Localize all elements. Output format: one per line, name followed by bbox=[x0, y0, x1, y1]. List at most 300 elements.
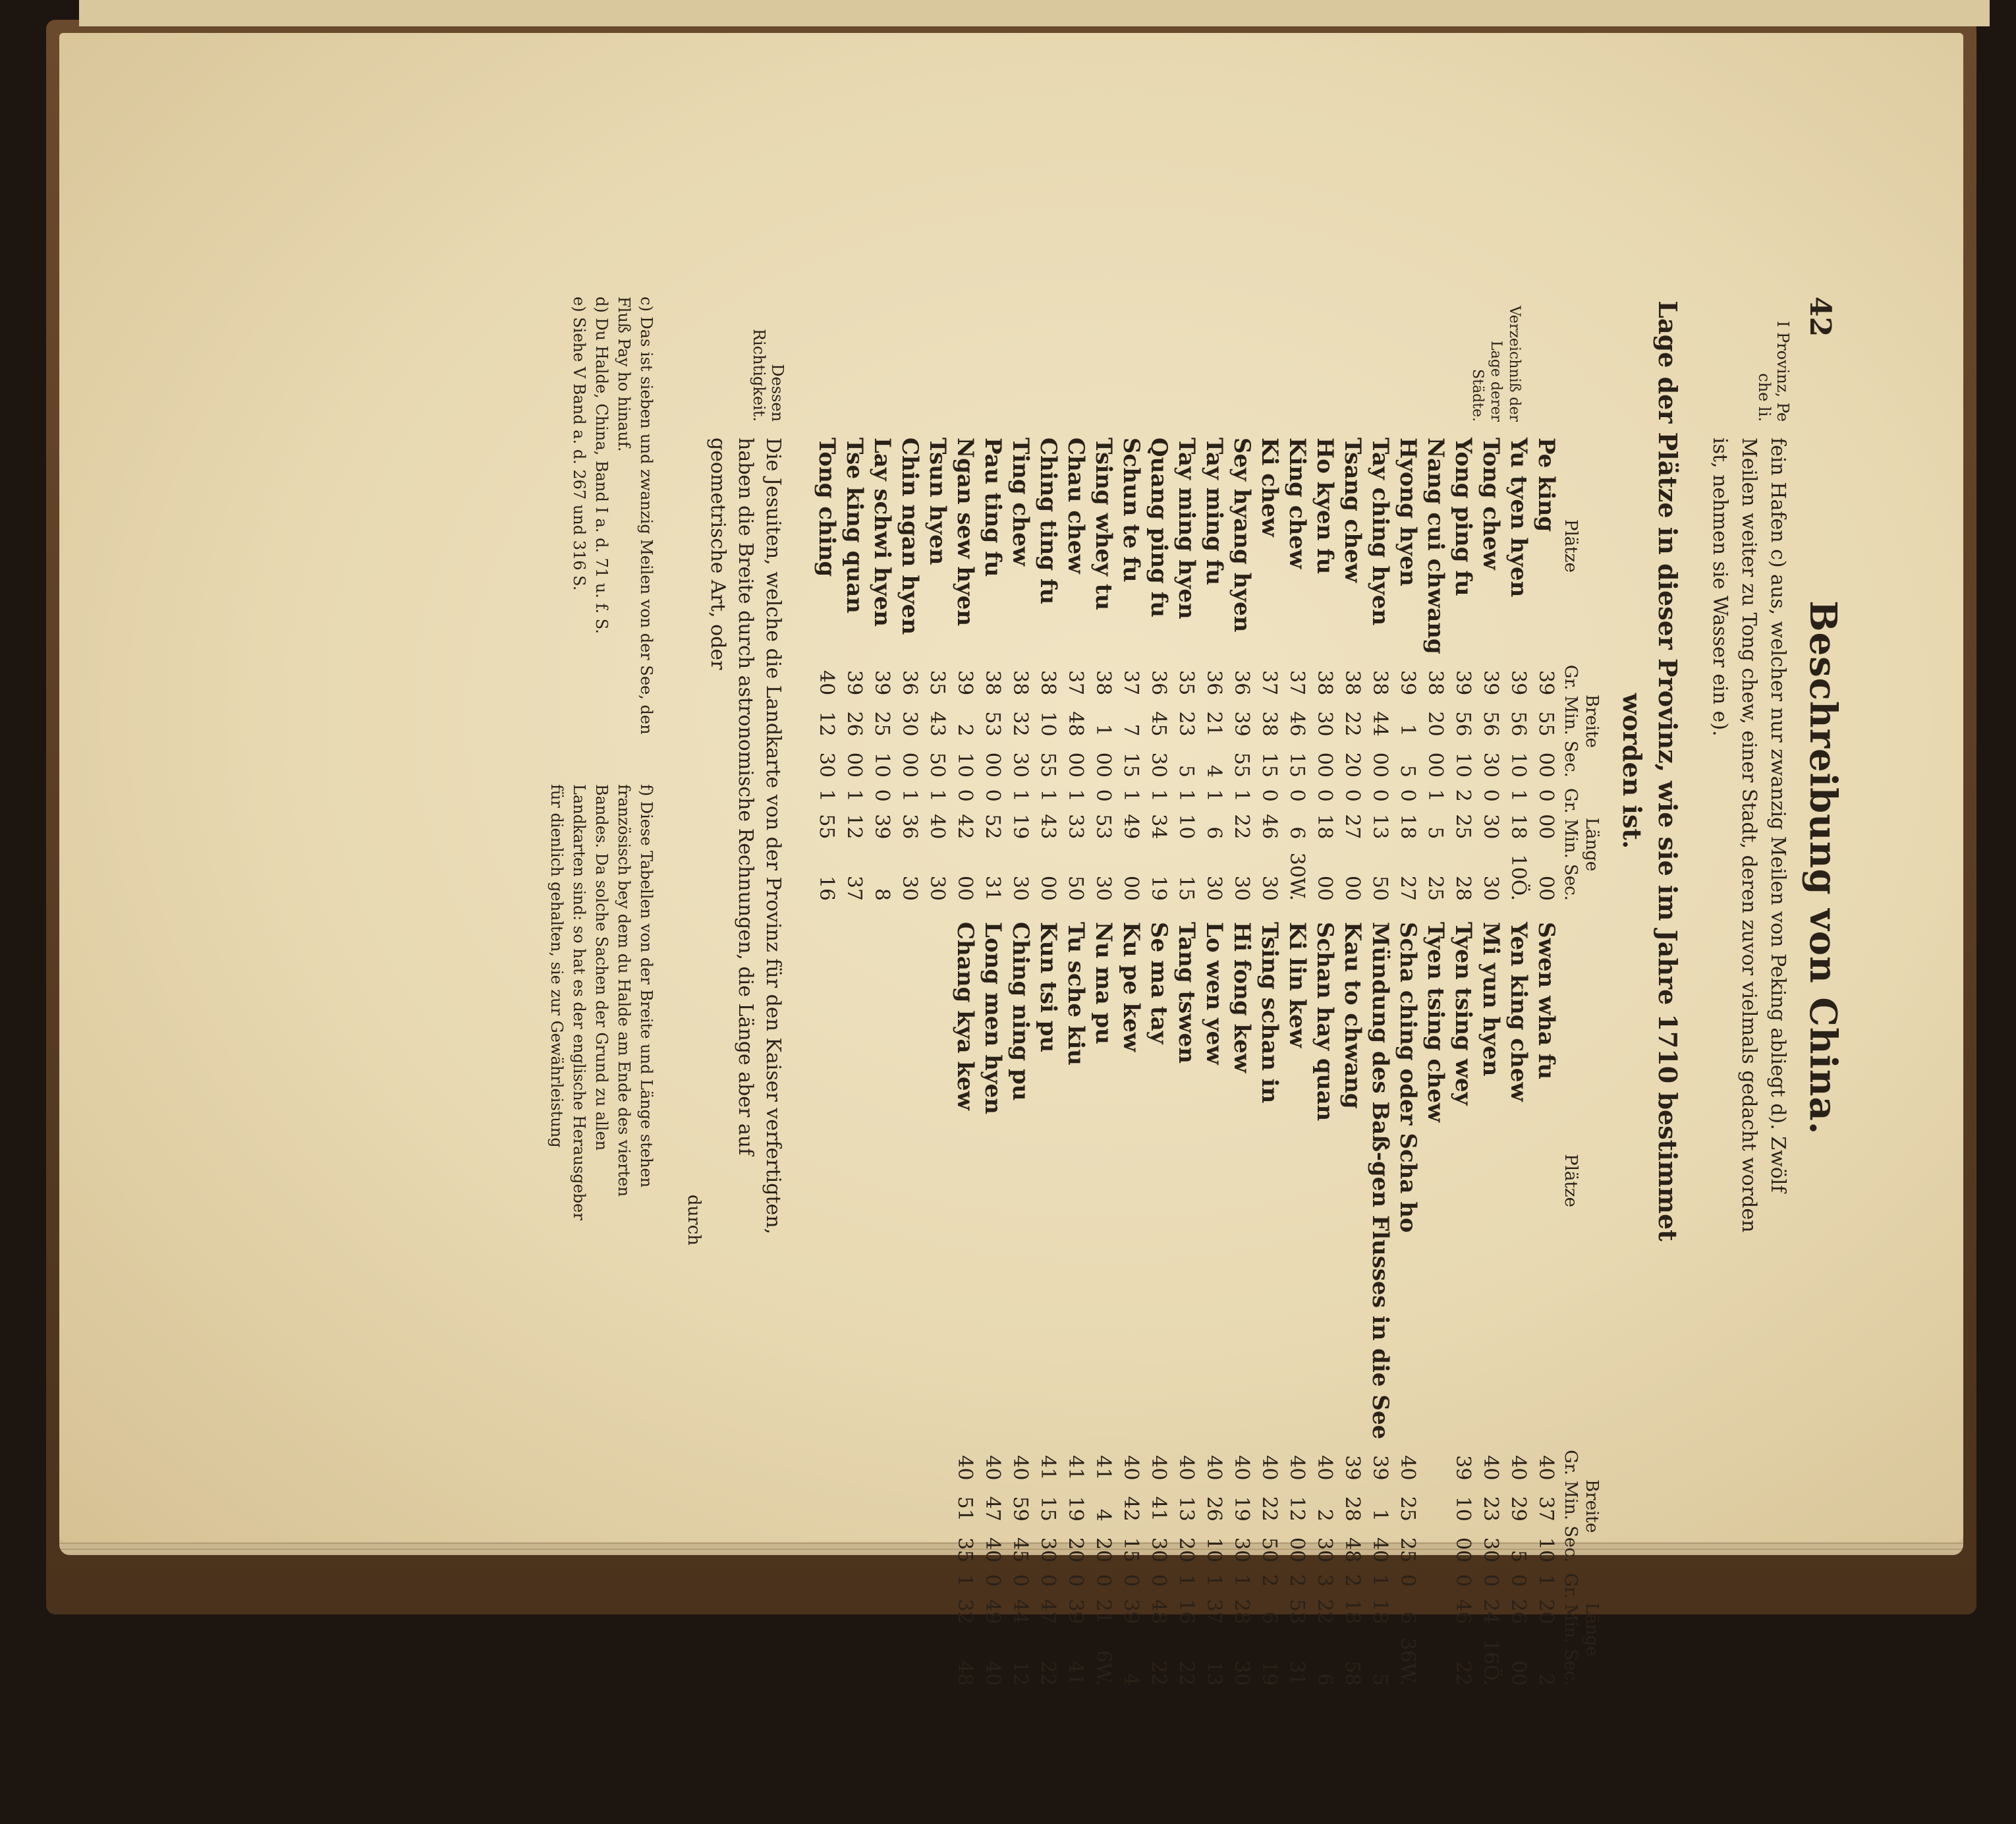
left-lat-g-cell: 38 bbox=[1424, 670, 1447, 696]
left-place-name: Ching ting fu bbox=[1035, 438, 1061, 605]
right-place-name: Tu sche kiu bbox=[1063, 922, 1089, 1066]
right-lat-s-cell: 20 bbox=[1064, 1537, 1088, 1563]
footnote: c) Das ist sieben und zwanzig Meilen von der See, den Fluß Pay ho hinauf. bbox=[615, 297, 656, 735]
right-lon-g-cell: 1 bbox=[1534, 1574, 1558, 1587]
left-lat-m-cell: 46 bbox=[1285, 711, 1309, 737]
left-lat-g-cell: 38 bbox=[1036, 670, 1060, 696]
margin-note-accuracy: Dessen Richtigkeit. bbox=[750, 328, 787, 422]
right-lon-s-cell: 19 bbox=[1258, 1661, 1281, 1686]
left-lon-g-cell: 0 bbox=[1534, 789, 1558, 802]
left-place-name: Yong ping fu bbox=[1450, 438, 1476, 596]
table-row bbox=[1034, 432, 1062, 1691]
subheader-units: Gr. Min. Sec. bbox=[1561, 1450, 1581, 1563]
left-lat-s-cell: 15 bbox=[1258, 752, 1281, 778]
coordinates-table-block bbox=[813, 297, 1602, 1686]
right-lat-s-cell: 5 bbox=[1507, 1550, 1530, 1563]
right-lat-s-cell bbox=[813, 1527, 841, 1568]
right-place-name: Ku pe kew bbox=[1118, 922, 1144, 1052]
right-place-name: Tsing schan in bbox=[1256, 922, 1283, 1104]
right-lon-g-cell: 0 bbox=[1396, 1574, 1420, 1587]
right-place-name: Tyen tsing wey bbox=[1450, 922, 1476, 1106]
left-lat-m-cell: 32 bbox=[1009, 711, 1032, 737]
left-lon-m-cell: 6 bbox=[1285, 826, 1309, 840]
left-lon-m-cell: 25 bbox=[1451, 814, 1475, 840]
column-gap bbox=[1200, 906, 1228, 917]
left-lat-g-cell: 39 bbox=[953, 670, 977, 696]
right-lon-g-cell: 0 bbox=[1507, 1574, 1530, 1587]
right-lat-m-cell bbox=[924, 1485, 951, 1526]
left-lat-s-cell: 55 bbox=[1036, 752, 1060, 778]
left-place-name: Tay ming fu bbox=[1201, 438, 1227, 586]
left-lon-m-cell: 30 bbox=[1479, 814, 1503, 840]
left-lon-g-cell: 2 bbox=[1451, 789, 1475, 802]
left-lon-g-cell: 1 bbox=[898, 789, 922, 802]
left-lat-g-cell: 38 bbox=[1009, 670, 1032, 696]
left-lat-s-cell: 00 bbox=[843, 752, 866, 778]
right-place-name: Kun tsi pu bbox=[1035, 922, 1061, 1053]
right-lat-m-cell: 23 bbox=[1479, 1496, 1503, 1522]
left-lat-g-cell: 37 bbox=[1258, 670, 1281, 696]
catchword: durch bbox=[684, 1194, 704, 1245]
left-lat-m-cell: 43 bbox=[926, 711, 949, 737]
right-lat-s-cell: 35 bbox=[953, 1537, 977, 1563]
left-lon-s-cell: 15 bbox=[1175, 875, 1198, 901]
right-lon-s-cell: 30 bbox=[1230, 1661, 1254, 1686]
left-lon-s-cell: 30 bbox=[1258, 875, 1281, 901]
left-lat-m-cell: 30 bbox=[898, 711, 922, 737]
right-place-name: Long men hyen bbox=[980, 922, 1006, 1114]
right-lon-m-cell bbox=[896, 1592, 924, 1630]
right-place-name bbox=[924, 917, 951, 1444]
left-place-name: Ting chew bbox=[1007, 438, 1034, 566]
left-lat-s-cell: 00 bbox=[1368, 752, 1392, 778]
table-row bbox=[1422, 432, 1449, 1691]
left-lon-m-cell: 6 bbox=[1202, 826, 1226, 840]
left-lon-m-cell: 18 bbox=[1507, 814, 1530, 840]
right-lon-s-cell: 12 bbox=[1009, 1661, 1032, 1686]
right-lat-g-cell: 41 bbox=[1092, 1455, 1115, 1481]
left-lon-g-cell: 0 bbox=[1341, 789, 1364, 802]
right-lat-g-cell bbox=[813, 1444, 841, 1485]
left-lat-m-cell: 44 bbox=[1368, 711, 1392, 737]
right-place-name: Chang kya kew bbox=[952, 922, 978, 1110]
footnotes-left-column bbox=[546, 297, 658, 758]
right-lon-s-cell: 41 bbox=[1064, 1661, 1088, 1686]
intro-paragraph: fein Hafen c) aus, welcher nur zwanzig Meilen von Peking abliegt d). Zwölf Meilen weiter zu Tong chew, einer Stadt, deren zuvor vielmals gedacht worden ist, nehmen sie Wasser ein e). bbox=[1708, 438, 1789, 1233]
right-lat-s-cell: 10 bbox=[1534, 1537, 1558, 1563]
right-lat-m-cell bbox=[813, 1485, 841, 1526]
coordinates-table bbox=[813, 432, 1602, 1691]
intro-block bbox=[1705, 297, 1792, 1245]
left-lat-s-cell: 5 bbox=[1396, 764, 1420, 778]
right-lat-m-cell: 59 bbox=[1009, 1496, 1032, 1522]
right-lat-s-cell: 40 bbox=[981, 1537, 1005, 1563]
right-place-name: Swen wha fu bbox=[1533, 922, 1559, 1080]
right-place-name bbox=[813, 917, 841, 1444]
right-lat-g-cell: 40 bbox=[1479, 1455, 1503, 1481]
left-lat-s-cell: 00 bbox=[1064, 752, 1088, 778]
right-lat-g-cell bbox=[841, 1444, 868, 1485]
left-place-name: Tsun hyen bbox=[924, 438, 951, 565]
right-lon-g-cell: 3 bbox=[1313, 1574, 1337, 1587]
left-lon-m-cell: 36 bbox=[898, 814, 922, 840]
left-lat-m-cell: 20 bbox=[1424, 711, 1447, 737]
left-lat-s-cell: 4 bbox=[1202, 764, 1226, 778]
column-gap bbox=[1560, 906, 1602, 917]
right-lat-g-cell: 40 bbox=[1534, 1455, 1558, 1481]
page-content bbox=[546, 297, 1845, 1686]
left-lon-g-cell: 0 bbox=[1368, 789, 1392, 802]
left-lon-s-cell: 30 bbox=[898, 875, 922, 901]
left-lat-m-cell: 10 bbox=[1036, 711, 1060, 737]
right-lon-m-cell: 20 bbox=[1534, 1599, 1558, 1624]
left-lat-g-cell: 36 bbox=[1202, 670, 1226, 696]
right-lat-g-cell: 40 bbox=[1285, 1455, 1309, 1481]
left-lat-g-cell: 39 bbox=[870, 670, 894, 696]
left-lat-s-cell: 30 bbox=[815, 752, 839, 778]
column-gap bbox=[1283, 906, 1311, 917]
left-lat-m-cell: 55 bbox=[1534, 711, 1558, 737]
right-lon-s-cell bbox=[868, 1630, 896, 1692]
right-lon-s-cell: 2 bbox=[1534, 1673, 1558, 1686]
left-lon-g-cell: 1 bbox=[1064, 789, 1088, 802]
left-lon-s-cell: 30 bbox=[1202, 875, 1226, 901]
left-lat-g-cell: 38 bbox=[1341, 670, 1364, 696]
left-lat-g-cell: 39 bbox=[1507, 670, 1530, 696]
left-lon-s-cell: 00 bbox=[1036, 875, 1060, 901]
left-lon-m-cell: 40 bbox=[926, 814, 949, 840]
right-place-name: Hi fong kew bbox=[1229, 922, 1255, 1073]
left-lon-g-cell: 1 bbox=[1507, 789, 1530, 802]
right-lat-s-cell: 30 bbox=[1147, 1537, 1171, 1563]
right-place-name: Scha ching oder Scha ho bbox=[1395, 922, 1421, 1233]
left-lon-m-cell: 18 bbox=[1396, 814, 1420, 840]
column-gap bbox=[1173, 906, 1200, 917]
right-place-name: Lo wen yew bbox=[1201, 922, 1227, 1065]
left-place-name: Tsing whey tu bbox=[1090, 438, 1117, 611]
right-lon-g-cell bbox=[813, 1568, 841, 1592]
left-lon-s-cell: 00 bbox=[953, 875, 977, 901]
column-gap bbox=[1256, 906, 1283, 917]
page-number: 42 bbox=[1803, 297, 1837, 337]
right-place-name: Kau to chwang bbox=[1339, 922, 1366, 1109]
left-lat-m-cell: 1 bbox=[1396, 724, 1420, 737]
column-gap bbox=[868, 906, 896, 917]
right-lon-m-cell: 47 bbox=[1036, 1599, 1060, 1624]
right-lon-g-cell: 0 bbox=[1451, 1574, 1475, 1587]
left-lon-g-cell: 0 bbox=[1479, 789, 1503, 802]
right-lon-g-cell: 0 bbox=[1009, 1574, 1032, 1587]
left-lat-m-cell: 53 bbox=[981, 711, 1005, 737]
left-lon-m-cell: 43 bbox=[1036, 814, 1060, 840]
table-row bbox=[1062, 432, 1090, 1691]
right-lon-s-cell: 22 bbox=[1451, 1661, 1475, 1686]
right-lat-m-cell: 29 bbox=[1507, 1496, 1530, 1522]
right-place-name: Yen king chew bbox=[1505, 922, 1532, 1102]
coordinates-table-body bbox=[813, 432, 1560, 1691]
left-lon-g-cell: 1 bbox=[926, 789, 949, 802]
left-lat-s-cell: 5 bbox=[1175, 764, 1198, 778]
left-lon-s-cell: 30 bbox=[1479, 875, 1503, 901]
left-lat-m-cell: 39 bbox=[1230, 711, 1254, 737]
left-lat-g-cell: 36 bbox=[1230, 670, 1254, 696]
right-lat-m-cell: 26 bbox=[1202, 1496, 1226, 1522]
left-place-name: Ho kyen fu bbox=[1312, 438, 1338, 575]
left-lat-m-cell: 56 bbox=[1479, 711, 1503, 737]
left-lon-g-cell: 0 bbox=[981, 789, 1005, 802]
right-lon-s-cell: 5 bbox=[1368, 1673, 1392, 1686]
table-row bbox=[1366, 432, 1394, 1691]
right-lat-g-cell: 40 bbox=[1147, 1455, 1171, 1481]
left-lat-s-cell: 30 bbox=[1009, 752, 1032, 778]
left-lon-m-cell: 12 bbox=[843, 814, 866, 840]
right-lon-g-cell: 1 bbox=[953, 1574, 977, 1587]
footnotes bbox=[546, 297, 658, 1245]
right-lon-g-cell: 0 bbox=[1119, 1574, 1143, 1587]
right-lon-g-cell: 1 bbox=[1175, 1574, 1198, 1587]
table-row bbox=[1090, 432, 1117, 1691]
subheader-units: Gr. Min. Sec. bbox=[1561, 1573, 1581, 1686]
right-lat-s-cell bbox=[868, 1527, 896, 1568]
right-lat-s-cell: 10 bbox=[1202, 1537, 1226, 1563]
right-lat-g-cell: 40 bbox=[1507, 1455, 1530, 1481]
footnote: f) Diese Tabellen von der Breite und Länge stehen französisch bey dem du Halde am Ende des vierten Bandes. Da solche Sachen der Grund zu allen Landkarten sind: so hat es der englische Herausgeber für dienlich gehalten, sie zur Gewährleistung bbox=[547, 784, 656, 1220]
left-place-name: Schun te fu bbox=[1118, 438, 1144, 583]
right-lat-g-cell: 40 bbox=[1396, 1455, 1420, 1481]
right-place-name: Ching ning pu bbox=[1007, 922, 1034, 1101]
right-lat-s-cell: 20 bbox=[1175, 1537, 1198, 1563]
right-lon-g-cell: 1 bbox=[1202, 1574, 1226, 1587]
left-lon-m-cell: 27 bbox=[1341, 814, 1364, 840]
left-lat-g-cell: 37 bbox=[1119, 670, 1143, 696]
footnote: d) Du Halde, China, Band I a. d. 71 u. f. S. bbox=[592, 297, 611, 635]
left-place-name: Tsang chew bbox=[1339, 438, 1366, 583]
right-lat-m-cell: 2 bbox=[1313, 1508, 1337, 1522]
column-gap bbox=[1311, 906, 1339, 917]
left-lon-g-cell: 0 bbox=[1258, 789, 1281, 802]
column-gap bbox=[1228, 906, 1256, 917]
margin-note-province: I Provinz, Pe che li. bbox=[1755, 320, 1792, 422]
right-lat-m-cell: 1 bbox=[1368, 1508, 1392, 1522]
left-lon-g-cell: 0 bbox=[1092, 789, 1115, 802]
column-gap bbox=[1117, 906, 1145, 917]
column-gap bbox=[1034, 906, 1062, 917]
left-lat-s-cell: 00 bbox=[898, 752, 922, 778]
right-lat-s-cell bbox=[924, 1527, 951, 1568]
left-lat-s-cell: 10 bbox=[1451, 752, 1475, 778]
right-lon-s-cell: 00 bbox=[1507, 1661, 1530, 1686]
right-place-name bbox=[896, 917, 924, 1444]
right-lat-m-cell: 22 bbox=[1258, 1496, 1281, 1522]
right-lat-g-cell: 39 bbox=[1451, 1455, 1475, 1481]
left-lon-s-cell: 19 bbox=[1147, 875, 1171, 901]
left-lon-m-cell: 42 bbox=[953, 814, 977, 840]
table-heading: Lage der Plätze in dieser Provinz, wie sie im Jahre 1710 bestimmet worden ist. bbox=[1617, 300, 1683, 1241]
right-place-name bbox=[841, 917, 868, 1444]
left-lon-s-cell: 00 bbox=[1534, 875, 1558, 901]
left-lat-g-cell: 37 bbox=[1285, 670, 1309, 696]
left-lon-m-cell: 00 bbox=[1534, 814, 1558, 840]
left-lat-g-cell: 38 bbox=[1313, 670, 1337, 696]
right-lat-m-cell: 4 bbox=[1092, 1508, 1115, 1522]
right-lat-m-cell bbox=[1422, 1485, 1449, 1526]
right-place-name: Se ma tay bbox=[1146, 922, 1172, 1044]
page-title: Beschreibung von China. bbox=[1801, 600, 1845, 1135]
left-lat-s-cell: 10 bbox=[1507, 752, 1530, 778]
column-gap bbox=[1422, 906, 1449, 917]
left-lon-g-cell: 1 bbox=[1230, 789, 1254, 802]
column-gap bbox=[951, 906, 979, 917]
table-row bbox=[1339, 432, 1366, 1691]
right-lat-m-cell: 13 bbox=[1175, 1496, 1198, 1522]
left-lat-m-cell: 38 bbox=[1258, 711, 1281, 737]
left-lon-m-cell: 39 bbox=[870, 814, 894, 840]
left-lon-g-cell: 0 bbox=[1396, 789, 1420, 802]
right-lat-m-cell bbox=[841, 1485, 868, 1526]
right-lat-s-cell bbox=[896, 1527, 924, 1568]
right-lon-m-cell: 46 bbox=[1451, 1599, 1475, 1624]
right-lon-s-cell: 22 bbox=[1147, 1661, 1171, 1686]
right-lat-m-cell: 19 bbox=[1230, 1496, 1254, 1522]
column-gap bbox=[1339, 906, 1366, 917]
left-place-name: Yu tyen hyen bbox=[1505, 438, 1532, 598]
left-lat-s-cell: 50 bbox=[926, 752, 949, 778]
left-lon-s-cell: 30 bbox=[1009, 875, 1032, 901]
table-row bbox=[951, 432, 979, 1691]
left-place-name: Quang ping fu bbox=[1146, 438, 1172, 618]
right-lon-m-cell: 49 bbox=[981, 1599, 1005, 1624]
left-place-name: Chin ngan hyen bbox=[897, 438, 923, 635]
left-lon-g-cell: 1 bbox=[1119, 789, 1143, 802]
right-place-name: Nu ma pu bbox=[1090, 922, 1117, 1045]
column-gap bbox=[1449, 906, 1477, 917]
right-lon-s-cell: 58 bbox=[1341, 1661, 1364, 1686]
right-place-name: Mi yun hyen bbox=[1478, 922, 1504, 1077]
right-lon-s-cell: 13 bbox=[1202, 1661, 1226, 1686]
table-row bbox=[1228, 432, 1256, 1691]
right-lon-s-cell bbox=[896, 1630, 924, 1692]
right-lat-m-cell: 51 bbox=[953, 1496, 977, 1522]
right-lon-m-cell bbox=[841, 1592, 868, 1630]
right-lat-g-cell: 40 bbox=[1258, 1455, 1281, 1481]
left-lon-s-cell: 30 bbox=[926, 875, 949, 901]
right-lat-m-cell: 41 bbox=[1147, 1496, 1171, 1522]
column-gap bbox=[1145, 906, 1173, 917]
right-lon-s-cell: 40 bbox=[981, 1661, 1005, 1686]
right-lon-m-cell: 39 bbox=[1119, 1599, 1143, 1624]
left-lon-s-cell: 16 bbox=[815, 875, 839, 901]
header-lon-right: Länge bbox=[1582, 1603, 1602, 1657]
left-lat-g-cell: 35 bbox=[926, 670, 949, 696]
left-lat-g-cell: 35 bbox=[1175, 670, 1198, 696]
header-lat-right: Breite bbox=[1582, 1479, 1602, 1533]
left-lon-m-cell: 46 bbox=[1258, 814, 1281, 840]
right-lat-g-cell: 40 bbox=[1230, 1455, 1254, 1481]
right-lat-g-cell: 40 bbox=[1313, 1455, 1337, 1481]
footnotes-right-column bbox=[546, 784, 658, 1245]
left-lat-s-cell: 00 bbox=[981, 752, 1005, 778]
left-lon-s-cell: 31 bbox=[981, 875, 1005, 901]
right-lat-m-cell: 37 bbox=[1534, 1496, 1558, 1522]
table-row bbox=[1505, 432, 1532, 1691]
left-lat-g-cell: 38 bbox=[981, 670, 1005, 696]
right-lon-s-cell: 4 bbox=[1119, 1673, 1143, 1686]
right-lon-g-cell: 1 bbox=[1230, 1574, 1254, 1587]
left-place-name: Sey hyang hyen bbox=[1229, 438, 1255, 633]
right-lon-m-cell: 24 bbox=[1479, 1599, 1503, 1624]
left-lon-g-cell: 1 bbox=[1424, 789, 1447, 802]
left-lon-g-cell: 1 bbox=[843, 789, 866, 802]
right-lon-g-cell: 1 bbox=[1368, 1574, 1392, 1587]
left-lat-m-cell: 45 bbox=[1147, 711, 1171, 737]
right-lon-m-cell: 53 bbox=[1285, 1599, 1309, 1624]
left-lat-g-cell: 38 bbox=[1368, 670, 1392, 696]
left-lon-s-cell: 00 bbox=[1341, 875, 1364, 901]
margin-note-table: Verzeichniß der Lage derer Städte. bbox=[1469, 305, 1523, 422]
table-row bbox=[813, 432, 841, 1691]
right-lon-g-cell bbox=[924, 1568, 951, 1592]
right-lat-g-cell: 40 bbox=[1175, 1455, 1198, 1481]
right-lat-g-cell: 39 bbox=[1368, 1455, 1392, 1481]
right-place-name bbox=[868, 917, 896, 1444]
left-lon-m-cell: 55 bbox=[815, 814, 839, 840]
left-lat-g-cell: 36 bbox=[1147, 670, 1171, 696]
left-lon-g-cell: 1 bbox=[1036, 789, 1060, 802]
left-lon-g-cell: 0 bbox=[870, 789, 894, 802]
right-lon-g-cell: 2 bbox=[1285, 1574, 1309, 1587]
left-lat-g-cell: 39 bbox=[1451, 670, 1475, 696]
right-lat-s-cell: 48 bbox=[1341, 1537, 1364, 1563]
closing-block bbox=[704, 297, 787, 1245]
header-places-left: Plätze bbox=[1561, 519, 1581, 573]
left-lon-m-cell: 52 bbox=[981, 814, 1005, 840]
table-row bbox=[896, 432, 924, 1691]
left-lon-g-cell: 1 bbox=[1147, 789, 1171, 802]
right-lon-g-cell: 2 bbox=[1258, 1574, 1281, 1587]
right-lon-m-cell bbox=[868, 1592, 896, 1630]
right-lat-s-cell: 30 bbox=[1230, 1537, 1254, 1563]
column-gap bbox=[1062, 906, 1090, 917]
right-lat-s-cell: 25 bbox=[1396, 1537, 1420, 1563]
left-lat-g-cell: 39 bbox=[1396, 670, 1420, 696]
table-row bbox=[1477, 432, 1505, 1691]
right-lat-m-cell: 28 bbox=[1341, 1496, 1364, 1522]
left-lat-s-cell: 10 bbox=[870, 752, 894, 778]
left-lat-g-cell: 40 bbox=[815, 670, 839, 696]
left-place-name: Tse king quan bbox=[841, 438, 868, 613]
left-place-name: Pau ting fu bbox=[980, 438, 1006, 577]
right-lat-m-cell: 47 bbox=[981, 1496, 1005, 1522]
right-place-name: Tyen tsing chew bbox=[1422, 922, 1449, 1122]
left-lat-s-cell: 00 bbox=[1534, 752, 1558, 778]
right-lon-m-cell: 26 bbox=[1507, 1599, 1530, 1624]
left-lat-s-cell: 20 bbox=[1341, 752, 1364, 778]
right-lat-s-cell bbox=[841, 1527, 868, 1568]
right-lat-m-cell: 10 bbox=[1451, 1496, 1475, 1522]
footnote: e) Siehe V Band a. d. 267 und 316 S. bbox=[570, 297, 588, 591]
table-row bbox=[841, 432, 868, 1691]
left-lat-g-cell: 37 bbox=[1064, 670, 1088, 696]
left-lat-m-cell: 48 bbox=[1064, 711, 1088, 737]
table-row bbox=[1007, 432, 1034, 1691]
subheader-units: Gr. Min. Sec. bbox=[1561, 664, 1581, 778]
left-lon-s-cell: 37 bbox=[843, 875, 866, 901]
left-lat-m-cell: 7 bbox=[1119, 724, 1143, 737]
right-lon-s-cell: 6W. bbox=[1092, 1650, 1115, 1686]
left-lon-g-cell: 0 bbox=[1285, 789, 1309, 802]
left-lon-m-cell: 34 bbox=[1147, 814, 1171, 840]
right-lon-m-cell bbox=[924, 1592, 951, 1630]
